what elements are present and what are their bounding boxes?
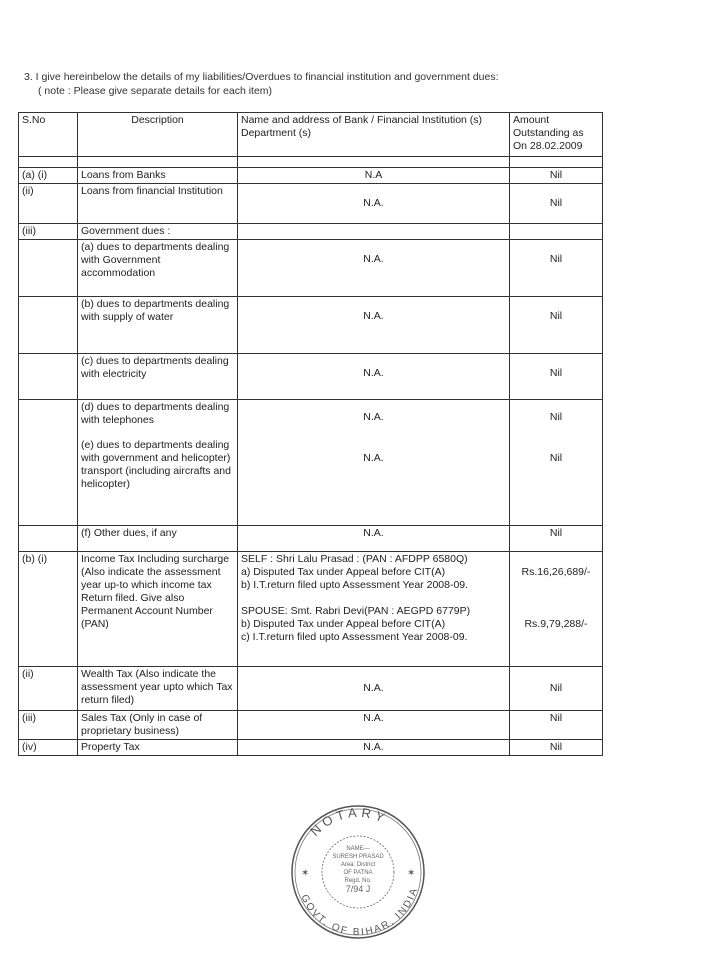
- self-disputed: a) Disputed Tax under Appeal before CIT(A): [241, 566, 446, 578]
- row-description: (c) dues to departments dealing with electricity: [78, 354, 238, 400]
- row-description: Sales Tax (Only in case of proprietary business): [78, 711, 238, 740]
- row-sno: (ii): [19, 667, 78, 711]
- spouse-amount: Rs.9,79,288/-: [524, 618, 588, 630]
- stamp-inner-2: SURESH PRASAD: [332, 854, 384, 860]
- header-description: Description: [78, 113, 238, 157]
- row-amount: Nil: [510, 740, 603, 756]
- row-description: (a) dues to departments dealing with Government accommodation: [78, 240, 238, 297]
- stamp-bottom-text: GOVT. OF BIHAR, INDIA: [298, 885, 421, 939]
- spouse-disputed: b) Disputed Tax under Appeal before CIT(A): [241, 618, 446, 630]
- row-sno: (ii): [19, 184, 78, 224]
- stamp-inner-1: NAME—: [346, 846, 370, 852]
- table-row: [19, 526, 603, 552]
- table-row: [19, 667, 603, 711]
- row-bank: N.A.: [238, 526, 510, 552]
- row-bank: N.A.: [363, 411, 384, 423]
- spouse-name: SPOUSE: Smt. Rabri Devi(PAN : AEGPD 6779P): [241, 605, 471, 617]
- row-sno: (iv): [19, 740, 78, 756]
- table-row: [19, 740, 603, 756]
- row-description: (b) dues to departments dealing with supply of water: [78, 297, 238, 354]
- row-description: Government dues :: [78, 224, 238, 240]
- row-amount: Nil: [549, 411, 563, 423]
- row-bank: N.A.: [238, 667, 510, 711]
- self-amount: Rs.16,26,689/-: [521, 566, 591, 578]
- table-row: [19, 711, 603, 740]
- row-bank: N.A.: [238, 184, 510, 224]
- table-row: [19, 354, 603, 400]
- table-row: [19, 297, 603, 354]
- row-bank-group: [238, 400, 510, 526]
- row-amount: Nil: [510, 354, 603, 400]
- liabilities-table: [18, 112, 603, 756]
- self-return: b) I.T.return filed upto Assessment Year 2008-09.: [241, 579, 469, 591]
- row-description: (e) dues to departments dealing with government and helicopter) transport (including aircrafts and helicopter): [81, 439, 231, 490]
- row-bank: N.A.: [238, 711, 510, 740]
- spouse-return: c) I.T.return filed upto Assessment Year 2008-09.: [241, 631, 468, 643]
- row-amount: Nil: [510, 711, 603, 740]
- row-sno: (a) (i): [19, 168, 78, 184]
- stamp-inner-3: Area: District: [340, 862, 376, 868]
- row-description: (d) dues to departments dealing with telephones: [81, 401, 230, 426]
- stamp-inner-5: Regd. No.: [344, 878, 372, 884]
- header-bank: Name and address of Bank / Financial Institution (s) Department (s): [238, 113, 510, 157]
- row-description-group: [78, 400, 238, 526]
- intro-line-1: 3. I give hereinbelow the details of my liabilities/Overdues to financial institution and government dues:: [24, 71, 499, 83]
- row-amount: Nil: [510, 240, 603, 297]
- table-row: [19, 224, 603, 240]
- stamp-star-left: ✶: [301, 868, 310, 879]
- header-amount: Amount Outstanding as On 28.02.2009: [510, 113, 603, 157]
- row-description: Wealth Tax (Also indicate the assessment year upto which Tax return filed): [78, 667, 238, 711]
- row-bank: N.A.: [363, 452, 384, 464]
- table-row: [19, 240, 603, 297]
- row-sno: (b) (i): [19, 552, 78, 667]
- row-amount: Nil: [510, 667, 603, 711]
- spacer-row: [19, 157, 603, 168]
- stamp-star-right: ✶: [407, 868, 416, 879]
- row-amount: Nil: [510, 297, 603, 354]
- table-row: [19, 400, 603, 526]
- row-amount-income-tax: [510, 552, 603, 667]
- row-description: (f) Other dues, if any: [78, 526, 238, 552]
- row-amount-group: [510, 400, 603, 526]
- row-amount: Nil: [510, 526, 603, 552]
- row-bank: N.A.: [238, 740, 510, 756]
- table-row: [19, 552, 603, 667]
- intro-note: ( note : Please give separate details for each item): [38, 85, 273, 97]
- row-bank: N.A.: [238, 240, 510, 297]
- row-bank-income-tax: [238, 552, 510, 667]
- notary-stamp: [283, 800, 433, 940]
- table-header-row: [19, 113, 603, 157]
- header-sno: S.No: [19, 113, 78, 157]
- row-amount: Nil: [510, 168, 603, 184]
- row-bank: N.A.: [238, 297, 510, 354]
- self-name: SELF : Shri Lalu Prasad : (PAN : AFDPP 6580Q): [241, 553, 468, 565]
- stamp-inner-4: OF PATNA: [343, 870, 373, 876]
- intro-text: [24, 70, 499, 98]
- row-bank: N.A: [238, 168, 510, 184]
- table-row: [19, 168, 603, 184]
- row-amount: Nil: [549, 452, 563, 464]
- row-description: Income Tax Including surcharge (Also indicate the assessment year up-to which income tax Return filed. Give also Permanent Account Number (PAN): [78, 552, 238, 667]
- stamp-inner-6: 7/94 J: [345, 884, 371, 894]
- row-bank: N.A.: [238, 354, 510, 400]
- table-row: [19, 184, 603, 224]
- stamp-top-text: NOTARY: [307, 804, 391, 839]
- row-sno: (iii): [19, 711, 78, 740]
- row-description: Property Tax: [78, 740, 238, 756]
- row-amount: Nil: [510, 184, 603, 224]
- row-description: Loans from financial Institution: [78, 184, 238, 224]
- row-sno: (iii): [19, 224, 78, 240]
- row-description: Loans from Banks: [78, 168, 238, 184]
